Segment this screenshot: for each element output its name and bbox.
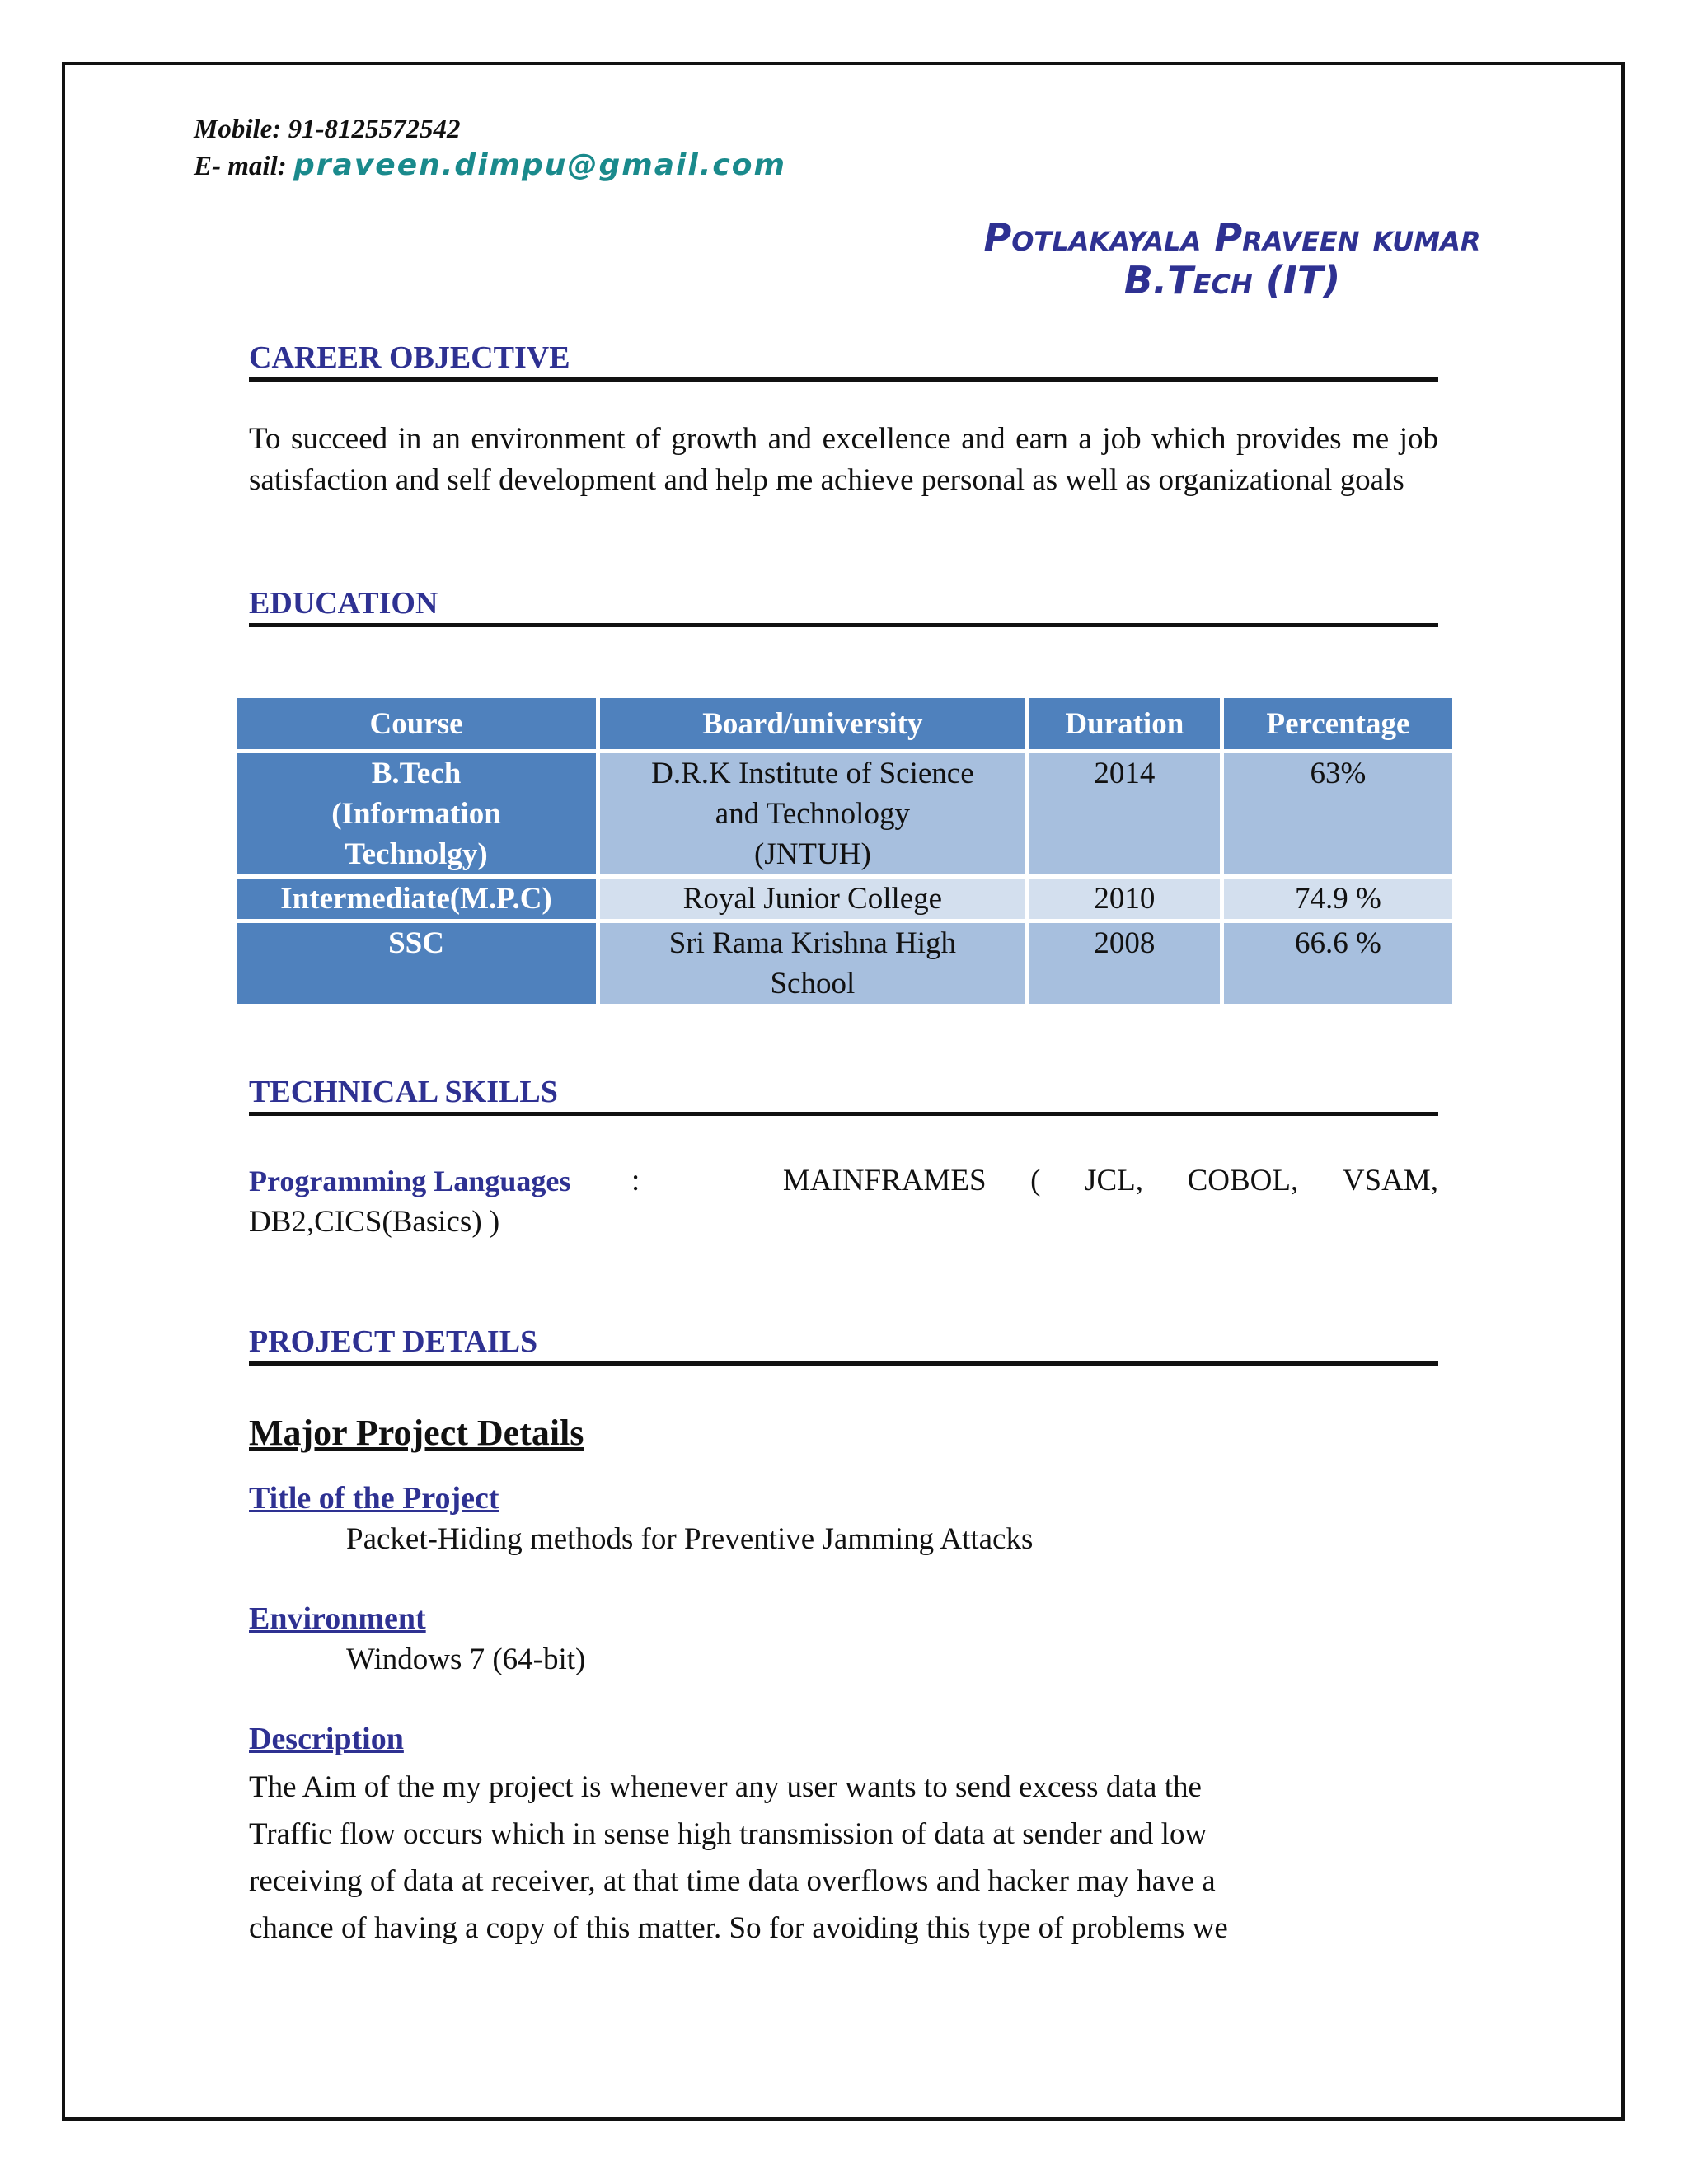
duration-cell: 2008 <box>1029 923 1220 1004</box>
table-row <box>237 923 1452 1004</box>
education-table <box>232 694 1456 1008</box>
project-title-value: Packet-Hiding methods for Preventive Jamming Attacks <box>346 1522 1034 1556</box>
percentage-cell: 74.9 % <box>1224 879 1452 919</box>
table-header-row <box>237 698 1452 749</box>
board-line: School <box>770 967 856 1001</box>
email-label: E- mail: <box>194 152 287 181</box>
email-line <box>194 148 786 185</box>
education-heading: EDUCATION <box>249 585 1438 627</box>
environment-label: Environment <box>249 1601 426 1636</box>
project-details-heading: PROJECT DETAILS <box>249 1324 1438 1366</box>
skill-line <box>249 1160 1438 1202</box>
description-line: The Aim of the my project is whenever any user wants to send excess data the <box>249 1770 1202 1804</box>
board-line: Royal Junior College <box>682 882 943 916</box>
duration-cell: 2010 <box>1029 879 1220 919</box>
description-label: Description <box>249 1722 404 1756</box>
skill-row <box>249 1160 1438 1243</box>
email-address[interactable]: praveen.dimpu@gmail.com <box>293 148 786 182</box>
skill-line-2: DB2,CICS(Basics) ) <box>249 1205 500 1239</box>
career-objective-heading: CAREER OBJECTIVE <box>249 340 1438 382</box>
board-line: Sri Rama Krishna High <box>668 926 957 960</box>
table-row <box>237 879 1452 919</box>
description-text <box>249 1764 1436 1952</box>
description-line: receiving of data at receiver, at that time data overflows and hacker may have a <box>249 1864 1216 1898</box>
project-title-label: Title of the Project <box>249 1481 499 1516</box>
board-cell <box>600 879 1025 919</box>
column-header: Percentage <box>1224 698 1452 749</box>
course-cell <box>237 923 596 1004</box>
description-line: Traffic flow occurs which in sense high transmission of data at sender and low <box>249 1817 1207 1851</box>
description-line: chance of having a copy of this matter. So for avoiding this type of problems we <box>249 1911 1228 1945</box>
skill-label: Programming Languages <box>249 1165 571 1197</box>
skill-colon: : <box>631 1164 640 1197</box>
skill-word: COBOL, <box>1187 1164 1299 1197</box>
column-header: Board/university <box>600 698 1025 749</box>
course-cell <box>237 879 596 919</box>
skill-word: VSAM, <box>1342 1164 1438 1197</box>
name-block <box>874 216 1591 302</box>
skill-word: ( <box>1030 1164 1041 1197</box>
table-row <box>237 753 1452 874</box>
column-header: Duration <box>1029 698 1220 749</box>
percentage-cell: 63% <box>1224 753 1452 874</box>
percentage-cell: 66.6 % <box>1224 923 1452 1004</box>
technical-skills-heading: TECHNICAL SKILLS <box>249 1074 1438 1116</box>
career-objective-text: To succeed in an environment of growth and excellence and earn a job which provides me job satisfaction and self development and help me achieve personal as well as organizational goals <box>249 422 1438 497</box>
column-header: Course <box>237 698 596 749</box>
board-line: (JNTUH) <box>753 837 871 871</box>
contact-block <box>194 111 786 185</box>
board-cell <box>600 753 1025 874</box>
major-project-heading: Major Project Details <box>249 1413 584 1453</box>
course-line: Intermediate(M.P.C) <box>280 882 552 916</box>
board-cell <box>600 923 1025 1004</box>
course-line: B.Tech <box>371 757 462 790</box>
course-line: Technolgy) <box>345 837 488 871</box>
duration-cell: 2014 <box>1029 753 1220 874</box>
skill-word: JCL, <box>1085 1164 1143 1197</box>
course-cell <box>237 753 596 874</box>
course-line: SSC <box>388 926 444 960</box>
candidate-name: Potlakayala Praveen kumar <box>983 215 1481 260</box>
mobile-text: Mobile: 91-8125572542 <box>194 115 461 144</box>
board-line: and Technology <box>715 797 910 831</box>
course-line: (Information <box>331 797 501 831</box>
board-line: D.R.K Institute of Science <box>651 757 974 790</box>
skill-word: MAINFRAMES <box>782 1164 987 1197</box>
environment-value: Windows 7 (64-bit) <box>346 1643 586 1676</box>
candidate-degree: B.Tech (IT) <box>1123 258 1341 302</box>
